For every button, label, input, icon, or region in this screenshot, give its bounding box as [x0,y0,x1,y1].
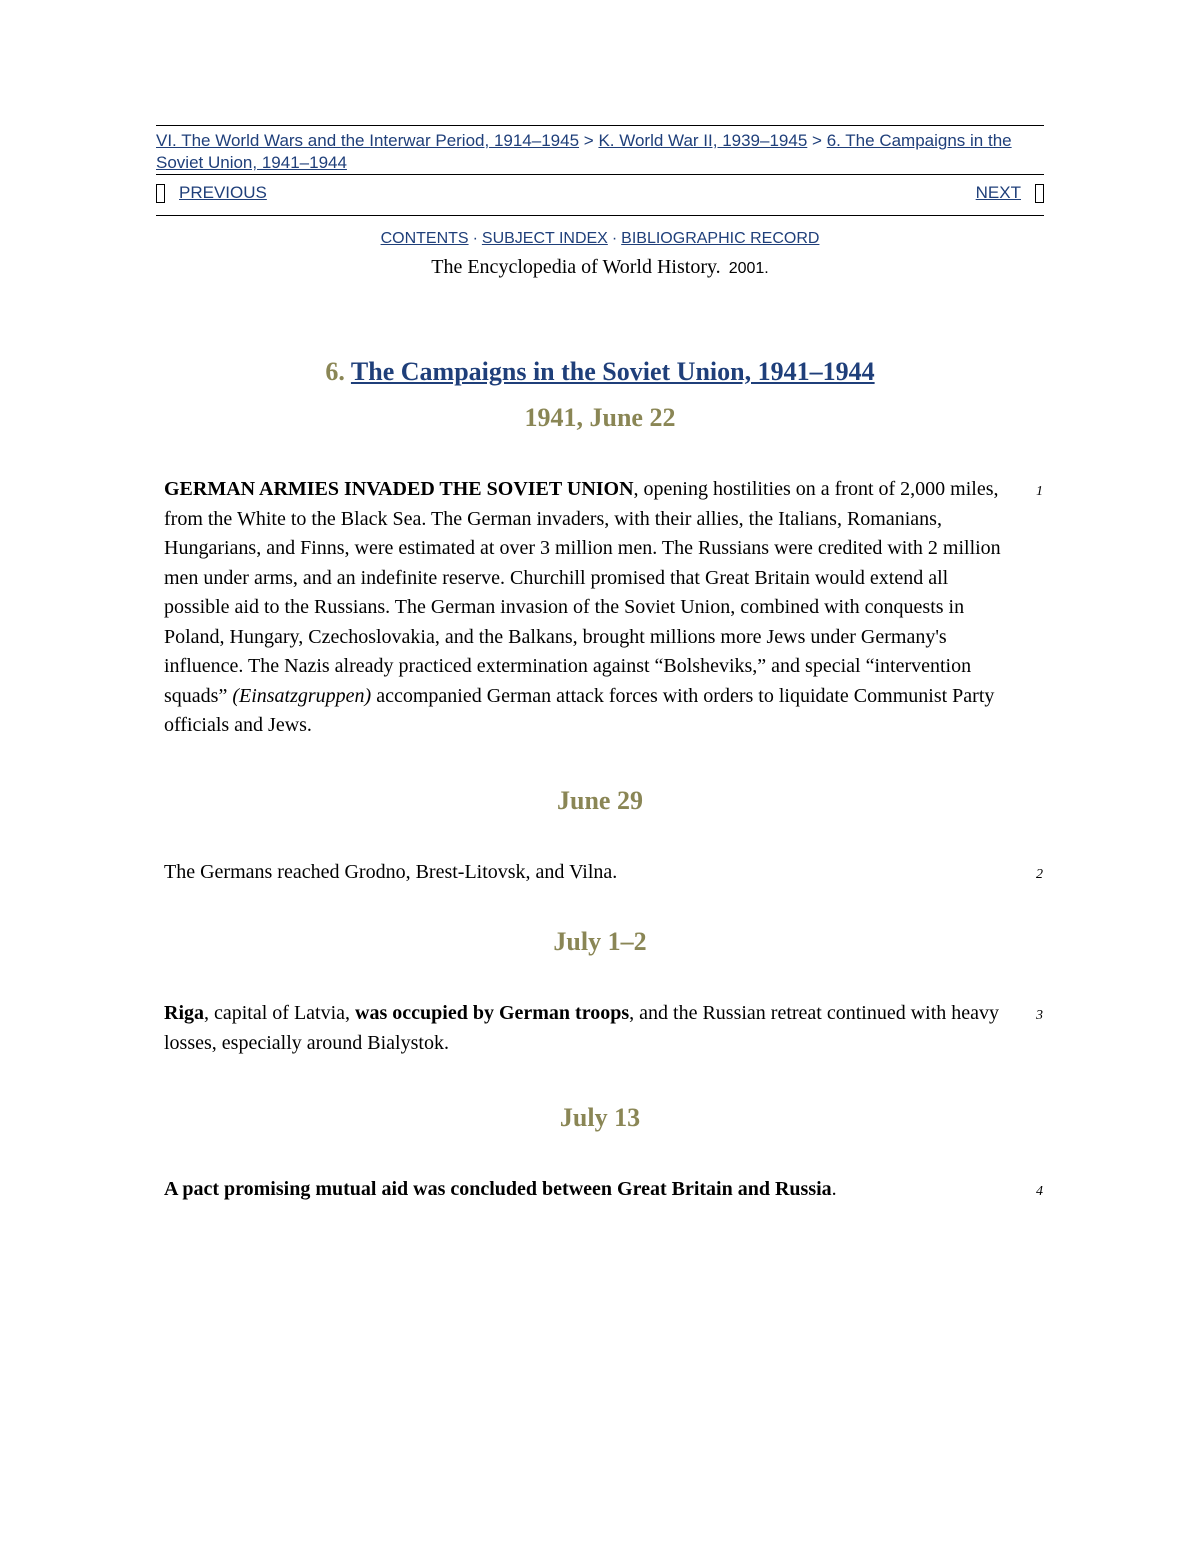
previous-link[interactable]: PREVIOUS [179,183,267,202]
subject-index-link[interactable]: SUBJECT INDEX [481,230,608,247]
breadcrumb-link-part-vi[interactable]: VI. The World Wars and the Interwar Period, 1914–1945 [156,131,580,150]
next-arrow-icon[interactable] [1035,184,1044,203]
entry-bold: was occupied by German troops [355,1002,630,1024]
date-heading: July 1–2 [553,927,647,956]
section-number: 6. [325,357,345,386]
section-title-link[interactable]: The Campaigns in the Soviet Union, 1941–1944 [350,357,875,386]
breadcrumb-link-soviet-campaigns[interactable]: 6. The Campaigns in the Soviet Union, 1941–1944 [156,131,1012,172]
link-separator: · [472,230,478,247]
entry-text: , capital of Latvia, [204,1002,356,1024]
entry-paragraph [164,1175,1043,1205]
entry-lead: GERMAN ARMIES INVADED THE SOVIET UNION [164,478,634,500]
date-heading: June 29 [557,785,643,815]
citation-work: The Encyclopedia of World History. [431,256,721,278]
entry-paragraph [164,999,1043,1058]
nav-bottom-rule [156,215,1044,216]
citation-year: 2001. [728,260,769,277]
reference-links [156,230,1044,248]
breadcrumb-separator: > [812,131,822,150]
entry-italic-term: (Einsatzgruppen) [232,684,372,707]
page-title [156,357,1044,387]
previous-arrow-icon[interactable] [156,184,165,203]
paragraph-number: 1 [1036,484,1043,499]
paragraph-number: 3 [1036,1008,1043,1023]
citation [156,256,1044,279]
date-heading: 1941, June 22 [524,403,676,432]
entry-text: The Germans reached Grodno, Brest-Litovsk, and Vilna. [164,860,618,883]
breadcrumb [156,126,1044,174]
entry-text: , opening hostilities on a front of 2,000 miles, from the White to the Black Sea. The German invaders, with their allies, the Italians, Romanians, Hungarians, and Finns, were estimated at over 3 million men. The Russians were credited with 2 million men under arms, and an indefinite reserve. Churchill promised that Great Britain would extend all possible aid to the Russians. The German invasion of the Soviet Union, combined with conquests in Poland, Hungary, Czechoslovakia, and the Balkans, brought millions more Jews under Germany's influence. The Nazis already practiced extermination against “Bolsheviks,” and special “intervention squads” [164,478,1001,707]
paragraph-number: 2 [1036,866,1043,882]
bibliographic-record-link[interactable]: BIBLIOGRAPHIC RECORD [621,230,820,247]
contents-link[interactable]: CONTENTS [380,230,469,247]
document-page [156,125,1044,1205]
next-link[interactable]: NEXT [975,183,1021,202]
entry-bold: Riga [164,1002,204,1024]
entry-text: accompanied German attack forces with orders to liquidate Communist Party officials and Jews. [164,684,995,736]
entry-paragraph [164,475,1043,741]
pagination-nav [156,175,1044,215]
date-heading: July 13 [559,1103,641,1132]
entry-paragraph [164,858,1043,888]
previous-nav [156,183,267,203]
breadcrumb-link-world-war-ii[interactable]: K. World War II, 1939–1945 [598,131,808,150]
paragraph-number: 4 [1036,1184,1043,1199]
entry-text: . [831,1178,837,1200]
breadcrumb-separator: > [583,131,594,150]
link-separator: · [611,230,618,247]
entry-text: , and the Russian retreat continued with heavy losses, especially around Bialystok. [164,1002,1000,1054]
next-nav [976,183,1044,203]
entry-bold: A pact promising mutual aid was concluded between Great Britain and Russia [164,1178,832,1200]
